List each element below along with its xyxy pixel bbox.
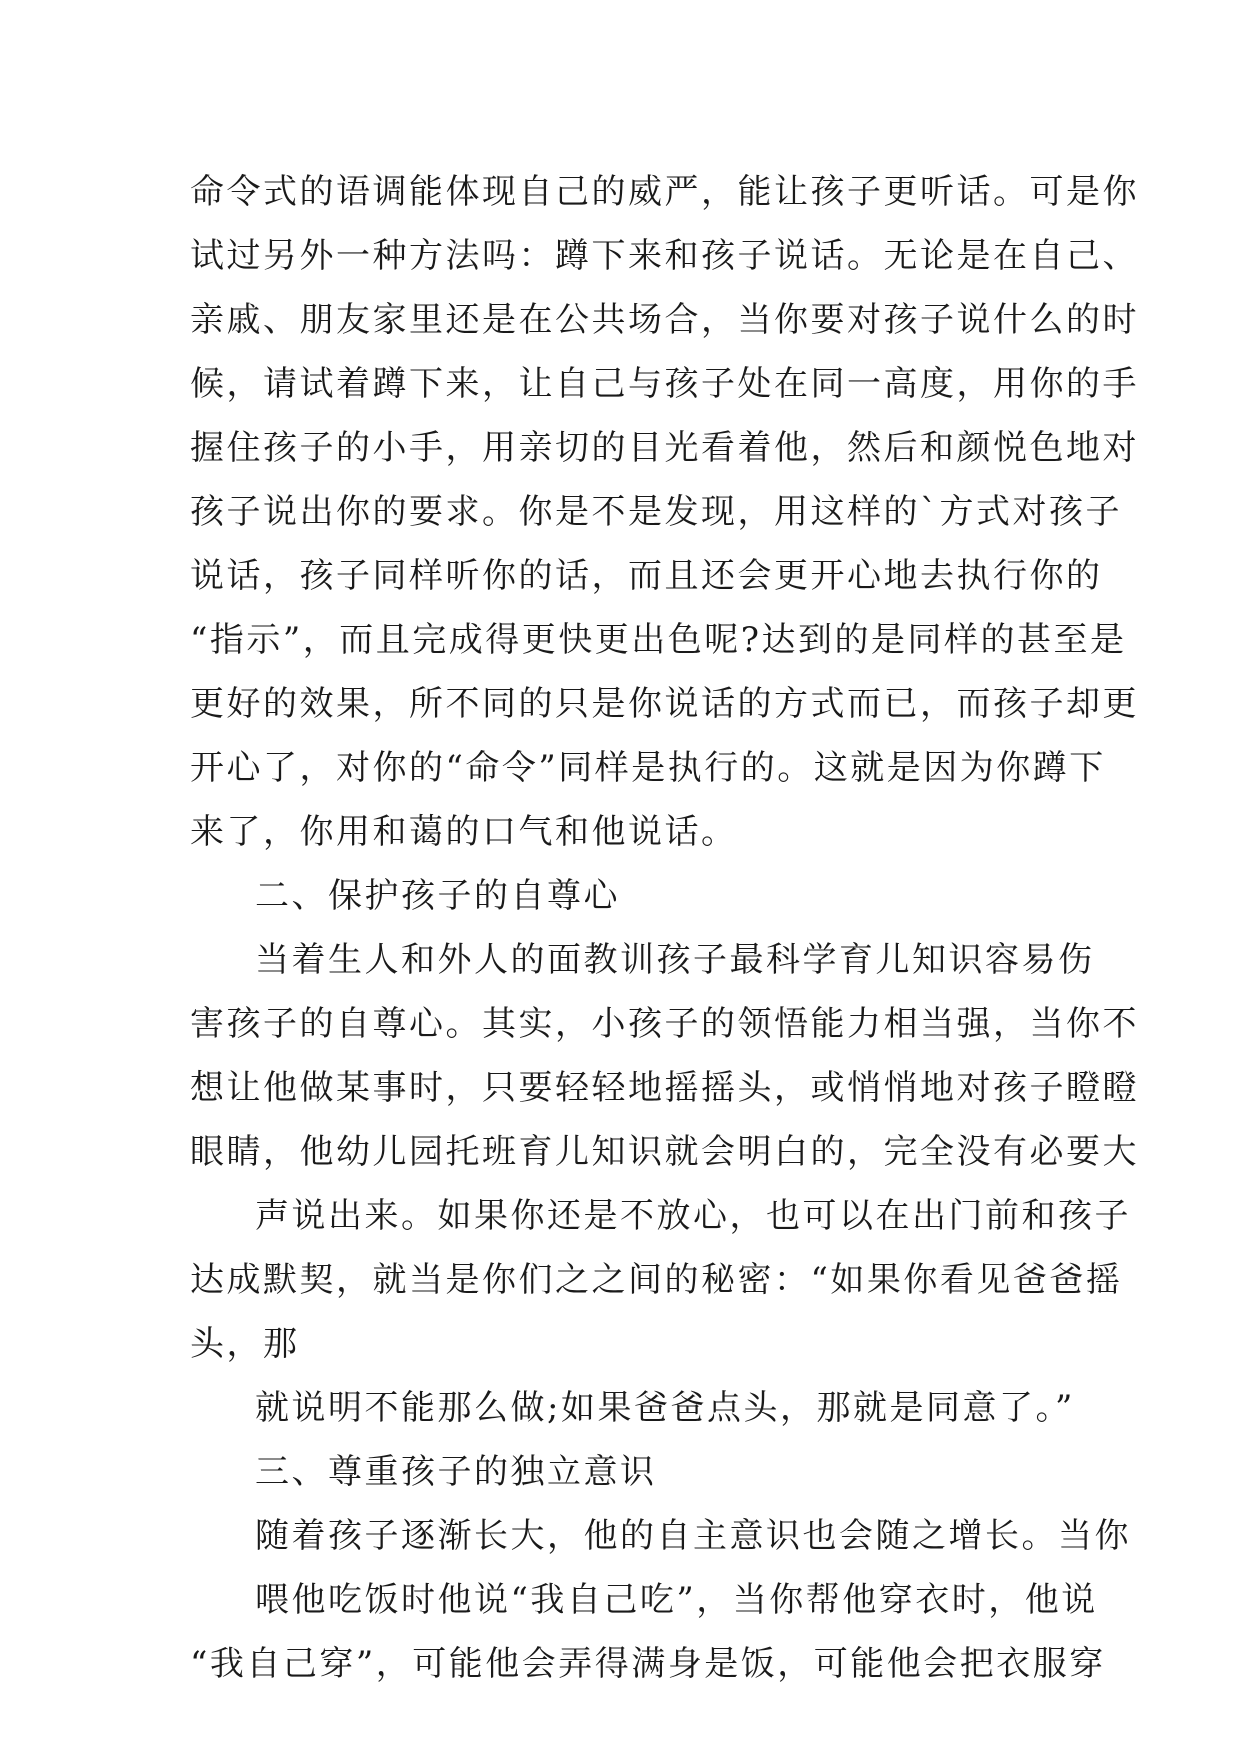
text-line: 候，请试着蹲下来，让自己与孩子处在同一高度，用你的手 (190, 364, 1139, 404)
text-line: 想让他做某事时，只要轻轻地摇摇头，或悄悄地对孩子瞪瞪 (190, 1068, 1139, 1108)
text-line: 喂他吃饭时他说“我自己吃”，当你帮他穿衣时，他说 (255, 1580, 1098, 1620)
text-line: 说话，孩子同样听你的话，而且还会更开心地去执行你的 (190, 556, 1103, 596)
text-line: 眼睛，他幼儿园托班育儿知识就会明白的，完全没有必要大 (190, 1132, 1139, 1172)
text-line: 头，那 (190, 1324, 300, 1364)
text-line: 声说出来。如果你还是不放心，也可以在出门前和孩子 (255, 1196, 1131, 1236)
text-line: “指示”，而且完成得更快更出色呢?达到的是同样的甚至是 (190, 620, 1127, 660)
text-line: 更好的效果，所不同的只是你说话的方式而已，而孩子却更 (190, 684, 1139, 724)
text-line: 试过另外一种方法吗：蹲下来和孩子说话。无论是在自己、 (190, 236, 1139, 276)
text-line: 达成默契，就当是你们之之间的秘密：“如果你看见爸爸摇 (190, 1260, 1123, 1300)
text-line: 命令式的语调能体现自己的威严，能让孩子更听话。可是你 (190, 172, 1139, 212)
text-line: 来了，你用和蔼的口气和他说话。 (190, 812, 738, 852)
text-line: 亲戚、朋友家里还是在公共场合，当你要对孩子说什么的时 (190, 300, 1139, 340)
text-line: 就说明不能那么做;如果爸爸点头，那就是同意了。” (255, 1388, 1075, 1428)
text-line: 二、保护孩子的自尊心 (255, 876, 620, 916)
text-line: 随着孩子逐渐长大，他的自主意识也会随之增长。当你 (255, 1516, 1131, 1556)
text-line: 三、尊重孩子的独立意识 (255, 1452, 657, 1492)
text-line: 孩子说出你的要求。你是不是发现，用这样的`方式对孩子 (190, 492, 1122, 532)
document-body (190, 160, 1139, 1696)
text-line: 当着生人和外人的面教训孩子最科学育儿知识容易伤 (255, 940, 1095, 980)
text-line: 害孩子的自尊心。其实，小孩子的领悟能力相当强，当你不 (190, 1004, 1139, 1044)
text-line: 握住孩子的小手，用亲切的目光看着他，然后和颜悦色地对 (190, 428, 1139, 468)
text-line: “我自己穿”，可能他会弄得满身是饭，可能他会把衣服穿 (190, 1644, 1106, 1684)
text-line: 开心了，对你的“命令”同样是执行的。这就是因为你蹲下 (190, 748, 1106, 788)
